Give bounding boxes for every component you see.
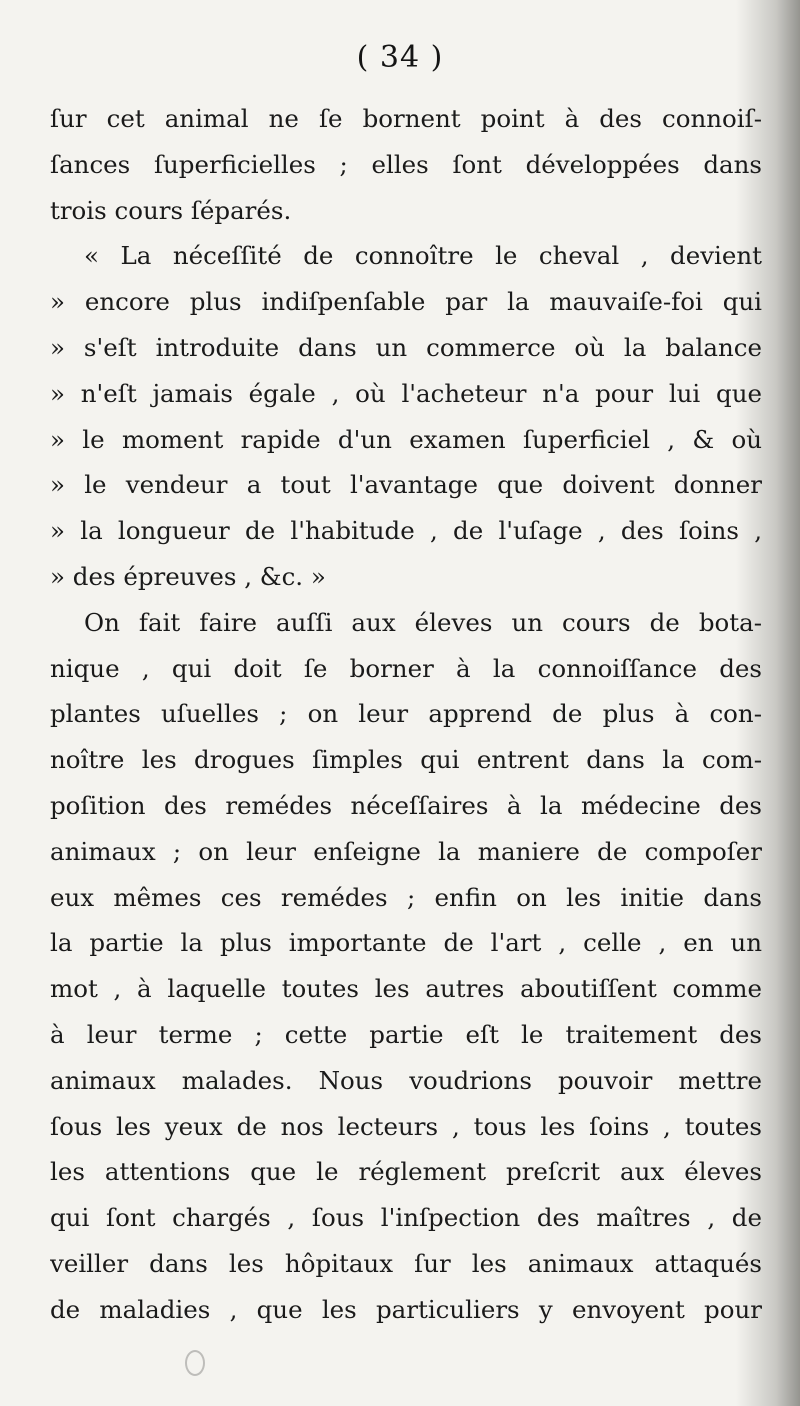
text-line: On fait faire auſſi aux éleves un cours de bota- — [84, 607, 762, 637]
text-line: les attentions que le réglement preſcrit aux éleves — [50, 1157, 762, 1187]
text-line: de maladies , que les particuliers y envoyent pour — [50, 1294, 762, 1324]
text-line: à leur terme ; cette partie eſt le traitement des — [50, 1019, 762, 1049]
text-line: plantes uſuelles ; on leur apprend de plus à con- — [50, 699, 762, 729]
text-line: ſances ſuperficielles ; elles ſont développées dans — [50, 149, 762, 179]
text-line: ſur cet animal ne ſe bornent point à des connoiſ- — [50, 104, 762, 133]
text-line: qui ſont chargés , ſous l'inſpection des maîtres , de — [50, 1203, 762, 1233]
text-line: » encore plus indiſpenſable par la mauvaiſe-foi qui — [50, 287, 762, 317]
text-line: » le moment rapide d'un examen ſuperficiel , & où — [50, 424, 762, 454]
text-line: eux mêmes ces remédes ; enfin on les initie dans — [50, 882, 762, 912]
text-line: animaux ; on leur enſeigne la maniere de compoſer — [50, 836, 762, 866]
text-line: ſous les yeux de nos lecteurs , tous les ſoins , toutes — [50, 1111, 762, 1141]
text-line: mot , à laquelle toutes les autres aboutiſſent comme — [50, 974, 762, 1004]
text-line: nique , qui doit ſe borner à la connoiſſance des — [50, 653, 762, 683]
text-line: la partie la plus importante de l'art , celle , en un — [50, 928, 762, 958]
page-number: ( 34 ) — [356, 40, 444, 75]
text-line: trois cours ſéparés. — [50, 195, 292, 225]
text-line: noître les drogues ſimples qui entrent dans la com- — [50, 745, 762, 775]
text-line: veiller dans les hôpitaux ſur les animaux attaqués — [50, 1248, 762, 1278]
text-line: « La néceſſité de connoître le cheval , devient — [84, 241, 762, 271]
ink-smudge — [185, 1350, 205, 1376]
text-line: » la longueur de l'habitude , de l'uſage , des ſoins , — [50, 516, 762, 546]
text-line: poſition des remédes néceſſaires à la médecine des — [50, 790, 762, 820]
body-text — [50, 96, 762, 1333]
text-line: » n'eſt jamais égale , où l'acheteur n'a pour lui que — [50, 378, 762, 408]
text-line: » s'eſt introduite dans un commerce où la balance — [50, 332, 762, 362]
text-line: » des épreuves , &c. » — [50, 561, 326, 591]
text-line: animaux malades. Nous voudrions pouvoir mettre — [50, 1065, 762, 1095]
text-line: » le vendeur a tout l'avantage que doivent donner — [50, 470, 762, 500]
